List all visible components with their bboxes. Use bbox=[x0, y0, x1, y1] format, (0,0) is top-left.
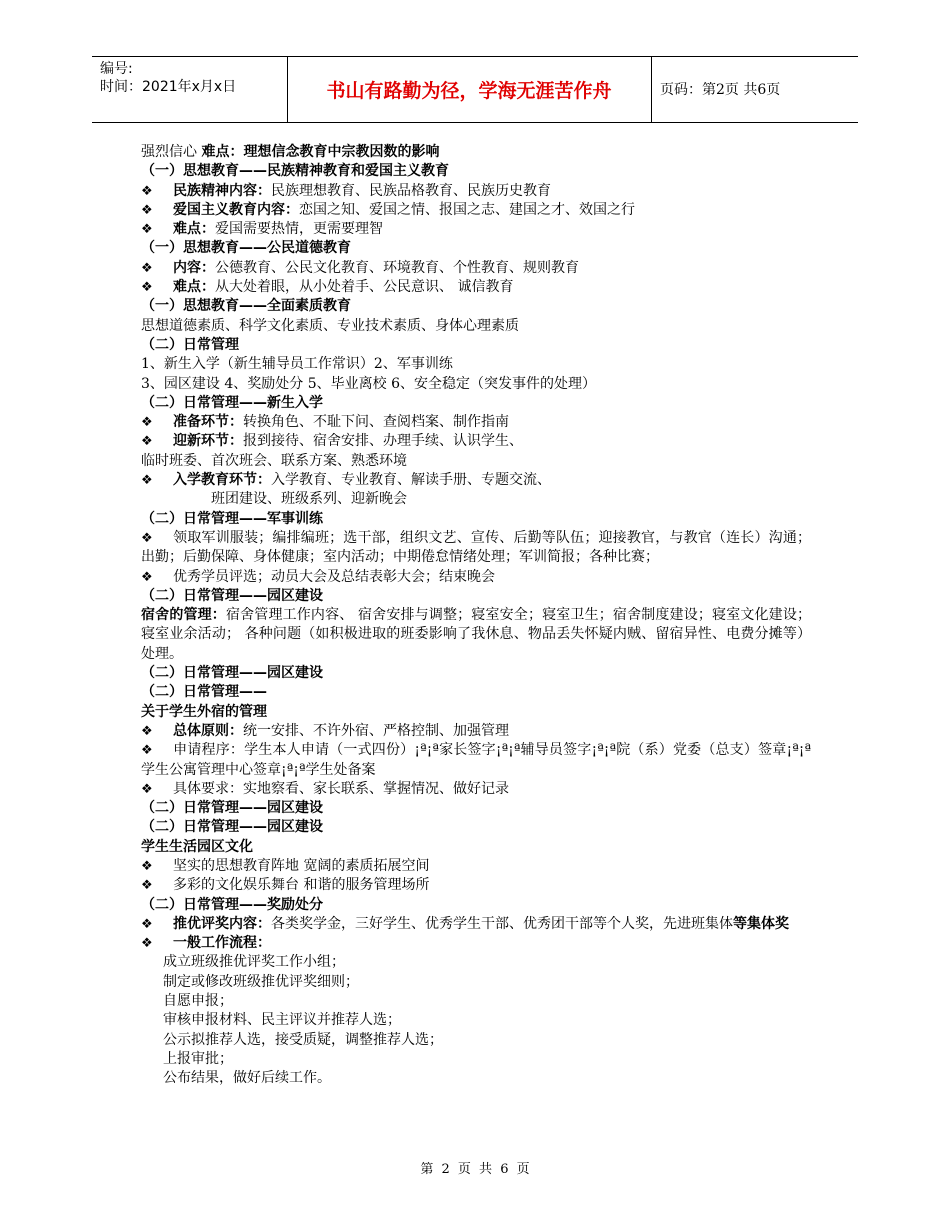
list-item: 自愿申报； bbox=[163, 993, 233, 1010]
bullet-item: ❖ 准备环节：转换角色、不耻下问、查阅档案、制作指南 bbox=[141, 413, 811, 432]
body-line: 临时班委、首次班会、联系方案、熟悉环境 bbox=[141, 452, 407, 469]
diamond-bullet-icon: ❖ bbox=[141, 569, 153, 585]
header-motto: 书山有路勤为径，学海无涯苦作舟 bbox=[326, 80, 612, 102]
bullet-item: ❖ 爱国主义教育内容：恋国之知、爱国之情、报国之志、建国之才、效国之行 bbox=[141, 201, 811, 220]
diamond-bullet-icon: ❖ bbox=[141, 280, 153, 296]
bullet-item: ❖ 内容：公德教育、公民文化教育、环境教育、个性教育、规则教育 bbox=[141, 259, 811, 278]
bullet-item: ❖ 民族精神内容：民族理想教育、民族品格教育、民族历史教育 bbox=[141, 182, 811, 201]
diamond-bullet-icon: ❖ bbox=[141, 530, 153, 546]
diamond-bullet-icon: ❖ bbox=[141, 781, 153, 797]
section-heading: 关于学生外宿的管理 bbox=[141, 703, 267, 720]
bullet-item: ❖ 总体原则：统一安排、不许外宿、严格控制、加强管理 bbox=[141, 722, 811, 741]
section-heading: （二）日常管理——奖励处分 bbox=[141, 896, 323, 913]
list-item: 制定或修改班级推优评奖细则； bbox=[163, 973, 359, 990]
list-item: 上报审批； bbox=[163, 1050, 233, 1067]
section-heading: （二）日常管理—— bbox=[141, 684, 267, 701]
time-label: 时间：2021年x月x日 bbox=[100, 79, 237, 95]
list-item: 公示拟推荐人选，接受质疑，调整推荐人选； bbox=[163, 1031, 443, 1048]
bullet-item: ❖ 入学教育环节：入学教育、专业教育、解读手册、专题交流、 bbox=[141, 471, 811, 490]
header-page-info: 页码：第2页 共6页 bbox=[660, 82, 781, 98]
body-paragraph: 宿舍的管理：宿舍管理工作内容、 宿舍安排与调整；寝室安全；寝室卫生；宿舍制度建设；寝室文化建设； 寝室业余活动； 各种问题（如积极进取的班委影响了我休息、物品丢失怀疑内贼、留宿异性、电费分摊等）处理。 bbox=[141, 607, 811, 662]
body-line: 1、新生入学（新生辅导员工作常识）2、军事训练 bbox=[141, 356, 453, 373]
bullet-item: ❖ 多彩的文化娱乐舞台 和谐的服务管理场所 bbox=[141, 876, 811, 895]
diamond-bullet-icon: ❖ bbox=[141, 260, 153, 276]
diamond-bullet-icon: ❖ bbox=[141, 858, 153, 874]
diamond-bullet-icon: ❖ bbox=[141, 183, 153, 199]
diamond-bullet-icon: ❖ bbox=[141, 222, 153, 238]
body-line: 强烈信心 难点：理想信念教育中宗教因数的影响 bbox=[141, 144, 440, 160]
section-heading: （二）日常管理——园区建设 bbox=[141, 587, 323, 604]
bullet-item: ❖ 推优评奖内容：各类奖学金，三好学生、优秀学生干部、优秀团干部等个人奖，先进班集体等集体奖 bbox=[141, 915, 811, 934]
diamond-bullet-icon: ❖ bbox=[141, 878, 153, 894]
section-heading: （一）思想教育——公民道德教育 bbox=[141, 240, 351, 257]
diamond-bullet-icon: ❖ bbox=[141, 434, 153, 450]
diamond-bullet-icon: ❖ bbox=[141, 473, 153, 489]
bullet-item: ❖ 具体要求：实地察看、家长联系、掌握情况、做好记录 bbox=[141, 780, 811, 799]
list-item: 公布结果，做好后续工作。 bbox=[163, 1070, 331, 1087]
bullet-item: ❖ 难点：爱国需要热情，更需要理智 bbox=[141, 220, 811, 239]
diamond-bullet-icon: ❖ bbox=[141, 415, 153, 431]
section-heading: 学生生活园区文化 bbox=[141, 838, 253, 855]
bullet-item: ❖ 申请程序：学生本人申请（一式四份）¡ª¡ª家长签字¡ª¡ª辅导员签字¡ª¡ª院（系）党委（总支）签章¡ª¡ª学生公寓管理中心签章¡ª¡ª学生处备案 bbox=[141, 742, 811, 778]
header-top-rule bbox=[92, 56, 858, 57]
body-line: 班团建设、班级系列、迎新晚会 bbox=[211, 491, 407, 508]
diamond-bullet-icon: ❖ bbox=[141, 743, 153, 759]
section-heading: （二）日常管理 bbox=[141, 336, 239, 353]
section-heading: （一）思想教育——民族精神教育和爱国主义教育 bbox=[141, 163, 449, 180]
section-heading: （二）日常管理——园区建设 bbox=[141, 665, 323, 682]
section-heading: （一）思想教育——全面素质教育 bbox=[141, 298, 351, 315]
header-meta bbox=[100, 60, 236, 96]
bullet-item: ❖ 坚实的思想教育阵地 宽阔的素质拓展空间 bbox=[141, 857, 811, 876]
bullet-item: ❖ 领取军训服装；编排编班；选干部，组织文艺、宣传、后勤等队伍；迎接教官，与教官（连长）沟通；出勤；后勤保障、身体健康；室内活动；中期倦怠情绪处理；军训简报；各种比赛； bbox=[141, 529, 811, 566]
section-heading: （二）日常管理——军事训练 bbox=[141, 510, 323, 527]
section-heading: （二）日常管理——园区建设 bbox=[141, 819, 323, 836]
bullet-item: ❖ 迎新环节：报到接待、宿舍安排、办理手续、认识学生、 bbox=[141, 432, 811, 451]
body-line: 思想道德素质、科学文化素质、专业技术素质、身体心理素质 bbox=[141, 317, 519, 334]
diamond-bullet-icon: ❖ bbox=[141, 936, 153, 952]
header-bottom-rule bbox=[92, 122, 858, 123]
diamond-bullet-icon: ❖ bbox=[141, 916, 153, 932]
section-heading: （二）日常管理——新生入学 bbox=[141, 394, 323, 411]
body-line: 3、园区建设 4、奖励处分 5、毕业离校 6、安全稳定（突发事件的处理） bbox=[141, 375, 596, 392]
bullet-item: ❖ 难点：从大处着眼，从小处着手、公民意识、 诚信教育 bbox=[141, 278, 811, 297]
page-footer: 第 2 页 共 6 页 bbox=[420, 1162, 530, 1177]
header-divider-right bbox=[651, 56, 652, 122]
section-heading: （二）日常管理——园区建设 bbox=[141, 800, 323, 817]
list-item: 审核申报材料、民主评议并推荐人选； bbox=[163, 1012, 401, 1029]
number-label: 编号: bbox=[100, 61, 133, 77]
document-body bbox=[141, 143, 811, 1089]
bullet-item: ❖ 优秀学员评选；动员大会及总结表彰大会；结束晚会 bbox=[141, 568, 811, 587]
list-item: 成立班级推优评奖工作小组； bbox=[163, 954, 345, 971]
diamond-bullet-icon: ❖ bbox=[141, 202, 153, 218]
bullet-item: ❖ 一般工作流程： bbox=[141, 934, 811, 953]
diamond-bullet-icon: ❖ bbox=[141, 723, 153, 739]
